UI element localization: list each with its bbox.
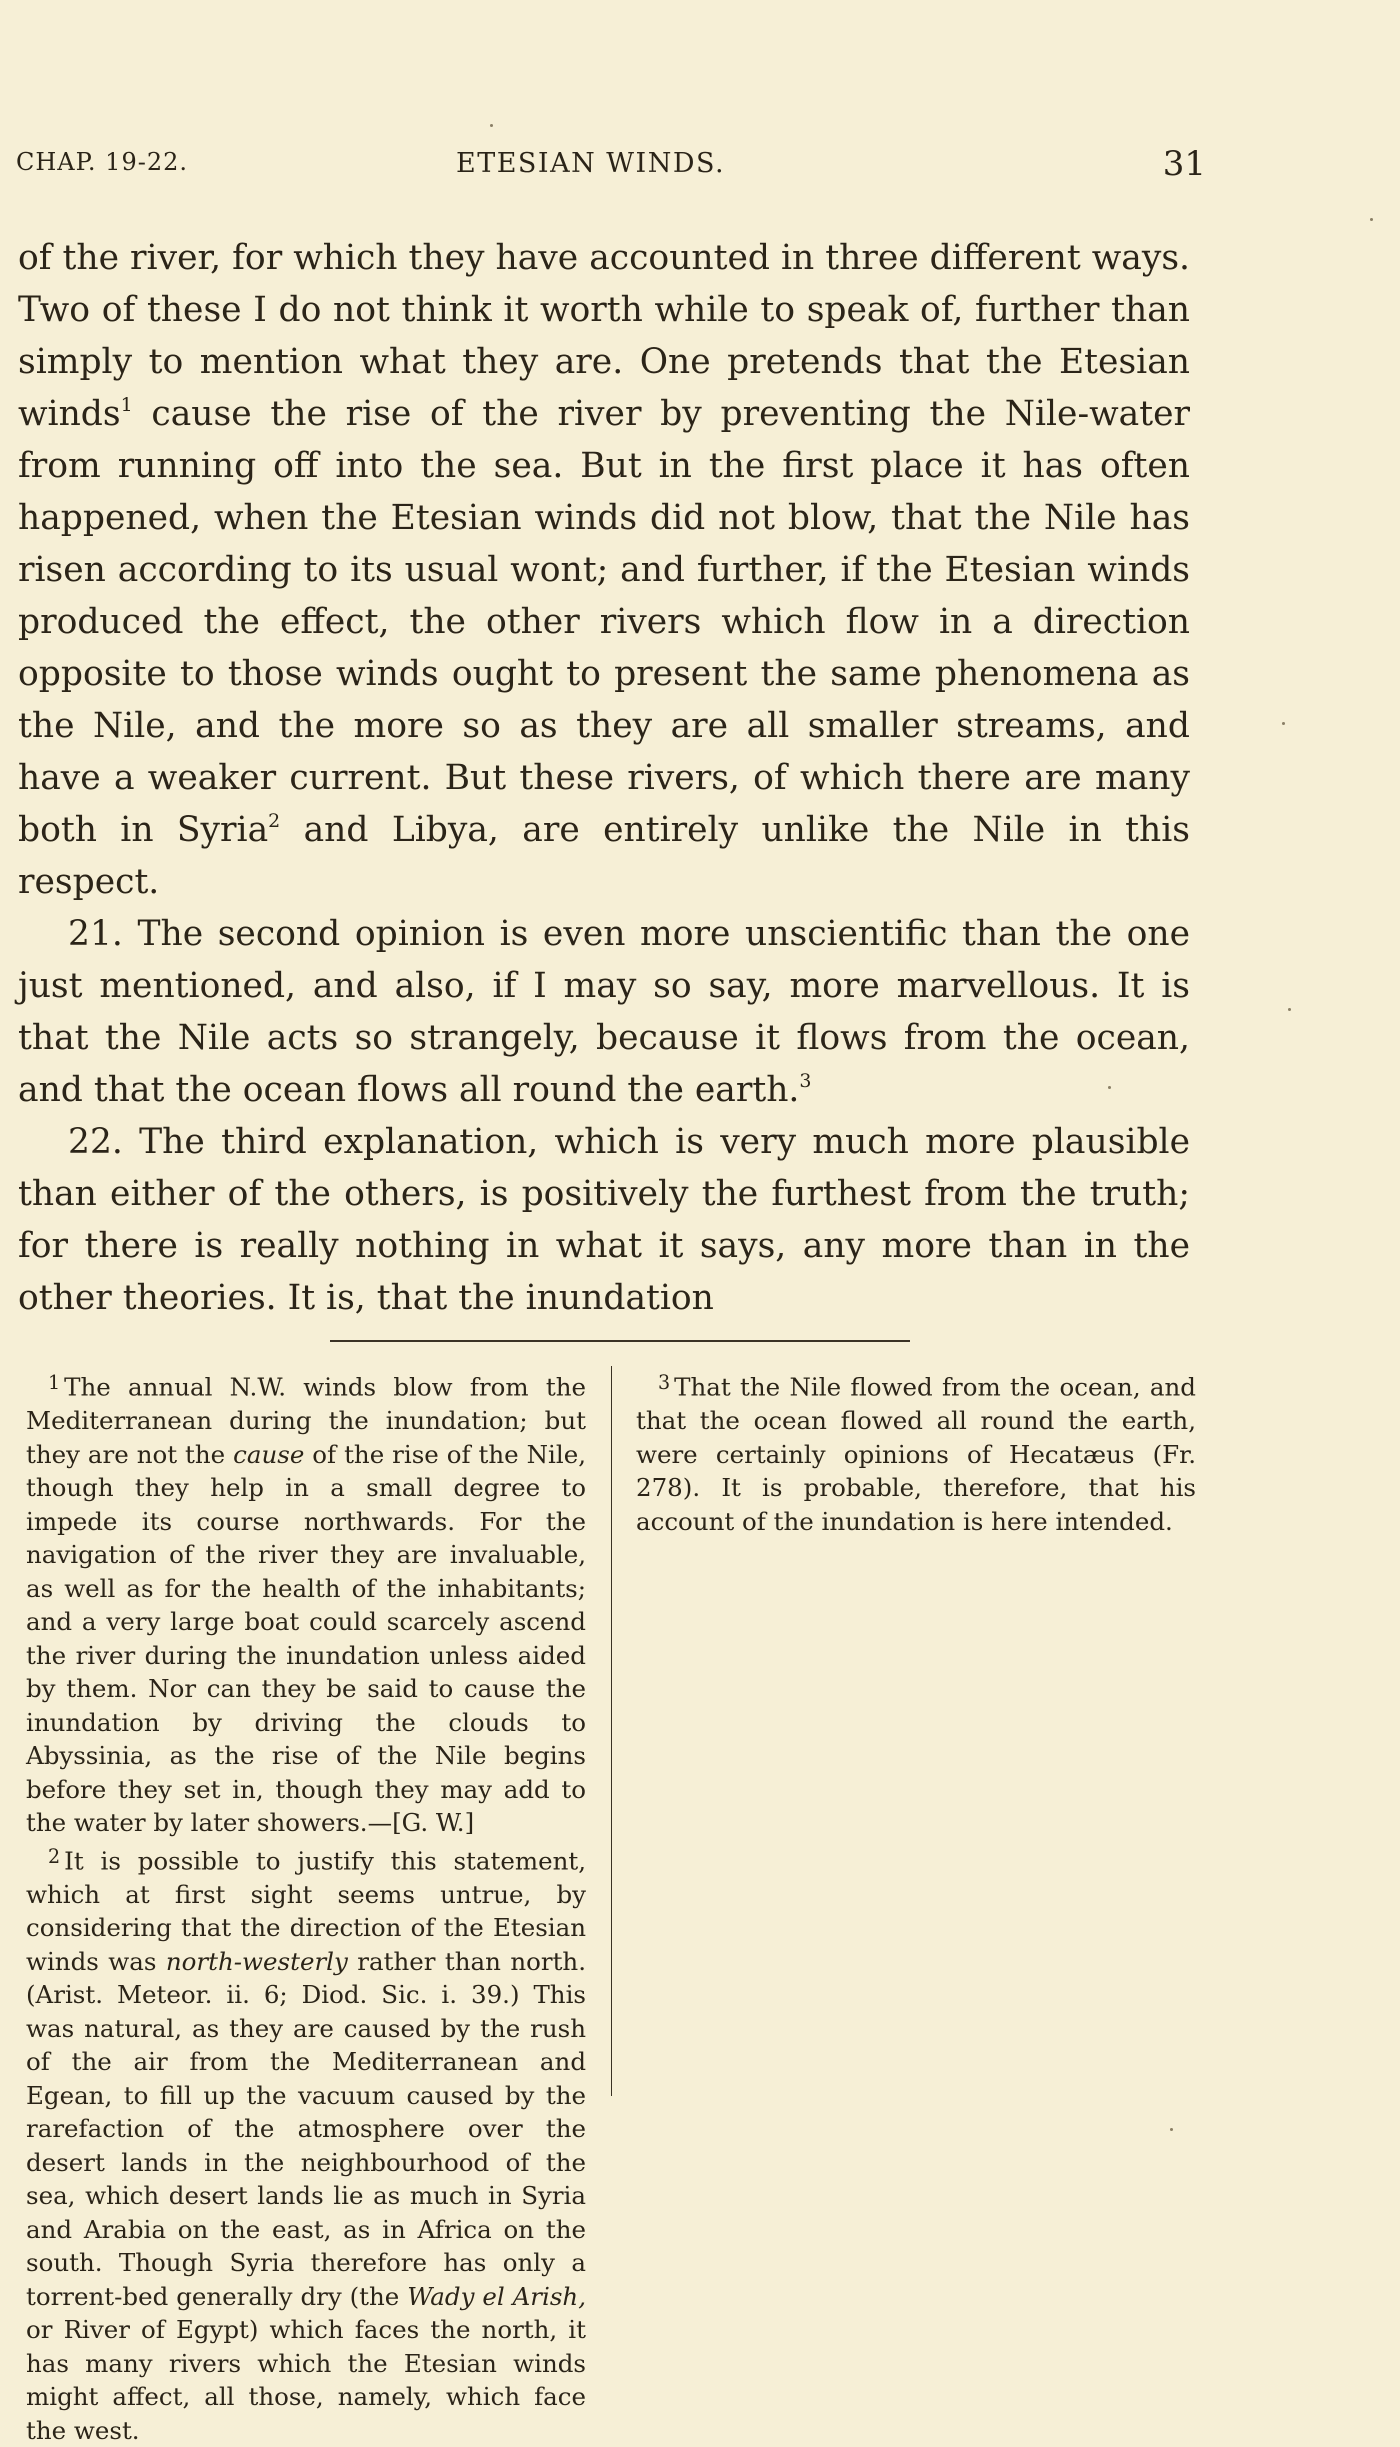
footnote-ref-3: 3	[799, 1069, 812, 1092]
paper-speck	[1282, 722, 1285, 725]
running-header	[16, 144, 1206, 192]
paper-speck	[1370, 218, 1373, 221]
running-title: ETESIAN WINDS.	[456, 148, 726, 179]
chapter-reference: CHAP. 19-22.	[16, 148, 188, 176]
footnote-ref-2: 2	[268, 809, 281, 832]
footnote-separator	[330, 1340, 910, 1342]
footnote-ref-1: 1	[120, 393, 133, 416]
footnote-1: $^1$ The annual N.W. winds blow from the Mediterranean during the inundation; but they are not the cause of the rise of the Nile, though they help in a small degree to impede its course northwards. For the navigation of the river they are invaluable, as well as for the health of the inhabitants; and a very large boat could scarcely ascend the river during the inundation unless aided by them. Nor can they be said to cause the inundation by driving the clouds to Abyssinia, as the rise of the Nile begins before they set in, though they may add to the water by later showers.—[G. W.]	[26, 1371, 586, 1838]
footnote-2: $^2$ It is possible to justify this statement, which at first sight seems untrue, by considering that the direction of the Etesian winds was north-westerly rather than north. (Arist. Meteor. ii. 6; Diod. Sic. i. 39.) This was natural, as they are caused by the rush of the air from the Mediterranean and Egean, to fill up the vacuum caused by the rarefaction of the atmosphere over the desert lands in the neighbourhood of the sea, which desert lands lie as much in Syria and Arabia on the east, as in Africa on the south. Though Syria therefore has only a torrent-bed generally dry (the Wady el Arish, or River of Egypt) which faces the north, it has many rivers which the Etesian winds might affect, all those, namely, which face the west.	[26, 1844, 586, 2445]
footnote-3-number: 3	[658, 1371, 671, 1394]
footnote-column-right	[636, 1366, 1196, 1538]
paper-speck	[1170, 2128, 1173, 2131]
paper-speck	[1288, 1008, 1291, 1011]
footnote-1-number: 1	[48, 1371, 61, 1394]
paper-speck	[1108, 1086, 1111, 1089]
paragraph-22: 22. The third explanation, which is very much more plausible than either of the others, is positively the furthest from the truth; for there is really nothing in what it says, any more than in the other theories. It is, that the inundation	[18, 1122, 1190, 1318]
footnote-column-divider	[611, 1366, 612, 2096]
footnotes	[26, 1366, 1196, 2445]
paragraph-21: 21. The second opinion is even more unscientific than the one just mentioned, and also, if I may so say, more marvellous. It is that the Nile acts so strangely, because it flows from the ocean, and that the ocean flows all round the earth.$^3$	[18, 914, 1190, 1110]
main-text	[18, 232, 1190, 1324]
paragraph-continued: of the river, for which they have accounted in three different ways. Two of these I do not think it worth while to speak of, further than simply to mention what they are. One pretends that the Etesian winds$^1$ cause the rise of the river by preventing the Nile-water from running off into the sea. But in the first place it has often happened, when the Etesian winds did not blow, that the Nile has risen according to its usual wont; and further, if the Etesian winds produced the effect, the other rivers which flow in a direction opposite to those winds ought to present the same phenomena as the Nile, and the more so as they are all smaller streams, and have a weaker current. But these rivers, of which there are many both in Syria$^2$ and Libya, are entirely unlike the Nile in this respect.	[18, 238, 1190, 902]
footnote-3: $^3$ That the Nile flowed from the ocean, and that the ocean flowed all round the earth, were certainly opinions of Hecatæus (Fr. 278). It is probable, therefore, that his account of the inundation is here intended.	[636, 1371, 1196, 1536]
footnote-column-left	[26, 1366, 586, 2447]
page-number: 31	[1162, 144, 1206, 184]
footnote-2-number: 2	[48, 1844, 61, 1868]
paper-speck	[490, 124, 493, 127]
